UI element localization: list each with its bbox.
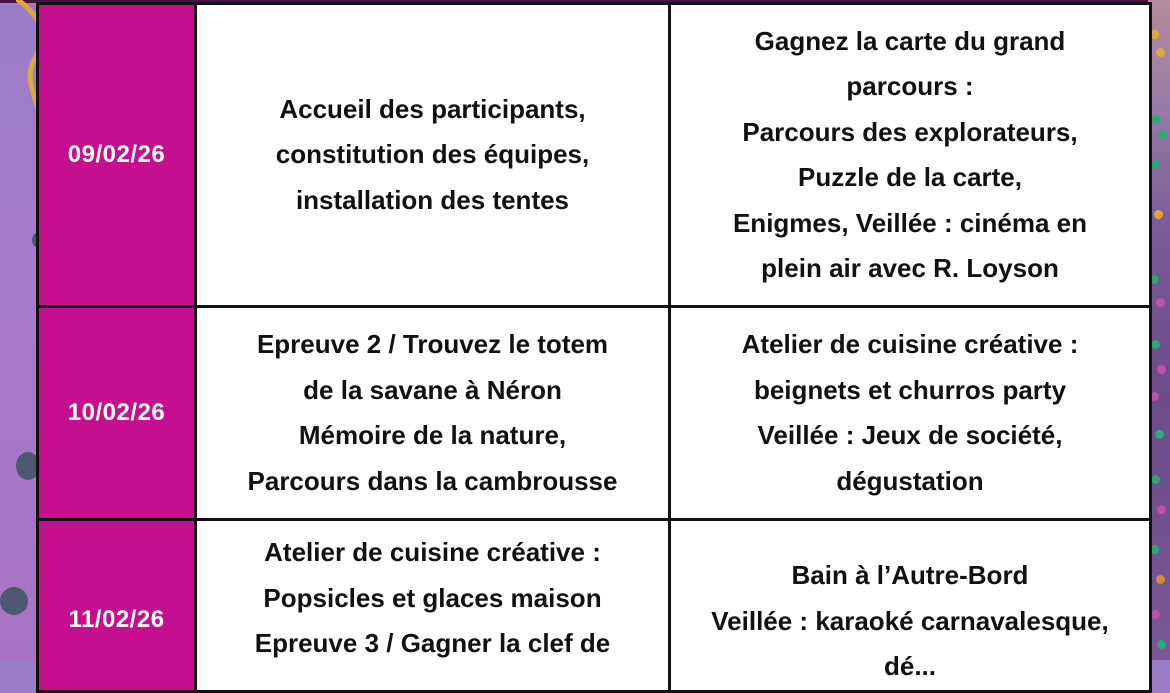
schedule-row	[38, 307, 1151, 520]
activity-line: Atelier de cuisine créative :	[741, 329, 1079, 359]
activity-line: Parcours dans la cambrousse	[247, 465, 618, 496]
activity-line: Veillée : Jeux de société,	[757, 420, 1063, 450]
date-cell: 10/02/26	[38, 307, 196, 520]
activity-line: Accueil des participants,	[279, 93, 586, 124]
schedule-row	[38, 520, 1151, 692]
date-cell: 09/02/26	[38, 4, 196, 307]
activity-line: Atelier de cuisine créative :	[264, 537, 601, 567]
morning-activities-cell	[196, 307, 670, 520]
activity-line: Epreuve 2 / Trouvez le totem	[256, 329, 609, 359]
morning-activities-cell	[196, 4, 670, 307]
afternoon-activities-cell	[670, 307, 1151, 520]
activity-line: Veillée : karaoké carnavalesque,	[711, 605, 1109, 636]
activity-line: Popsicles et glaces maison	[263, 582, 602, 613]
afternoon-activities-cell	[670, 520, 1151, 692]
activity-line: Bain à l’Autre-Bord	[791, 560, 1029, 590]
activity-line: Mémoire de la nature,	[298, 420, 567, 450]
activity-line: Puzzle de la carte,	[798, 162, 1022, 192]
activity-line: dégustation	[836, 465, 984, 496]
activity-line: constitution des équipes,	[275, 139, 590, 170]
activity-line: plein air avec R. Loyson	[761, 253, 1059, 283]
schedule-table	[36, 2, 1152, 693]
activity-line: parcours :	[846, 71, 974, 101]
activity-line: dé...	[883, 651, 936, 681]
activity-line: installation des tentes	[295, 184, 570, 215]
schedule-row	[38, 4, 1151, 307]
afternoon-activities-cell	[670, 4, 1151, 307]
date-cell: 11/02/26	[38, 520, 196, 692]
activity-line: beignets et churros party	[753, 374, 1067, 405]
activity-line: Gagnez la carte du grand	[754, 25, 1066, 56]
activity-line: de la savane à Néron	[303, 374, 562, 405]
morning-activities-cell	[196, 520, 670, 692]
activity-line: Parcours des explorateurs,	[742, 116, 1078, 147]
activity-line: Enigmes, Veillée : cinéma en	[732, 207, 1088, 238]
confetti-dot	[0, 587, 28, 615]
activity-line: Epreuve 3 / Gagner la clef de	[254, 628, 611, 658]
